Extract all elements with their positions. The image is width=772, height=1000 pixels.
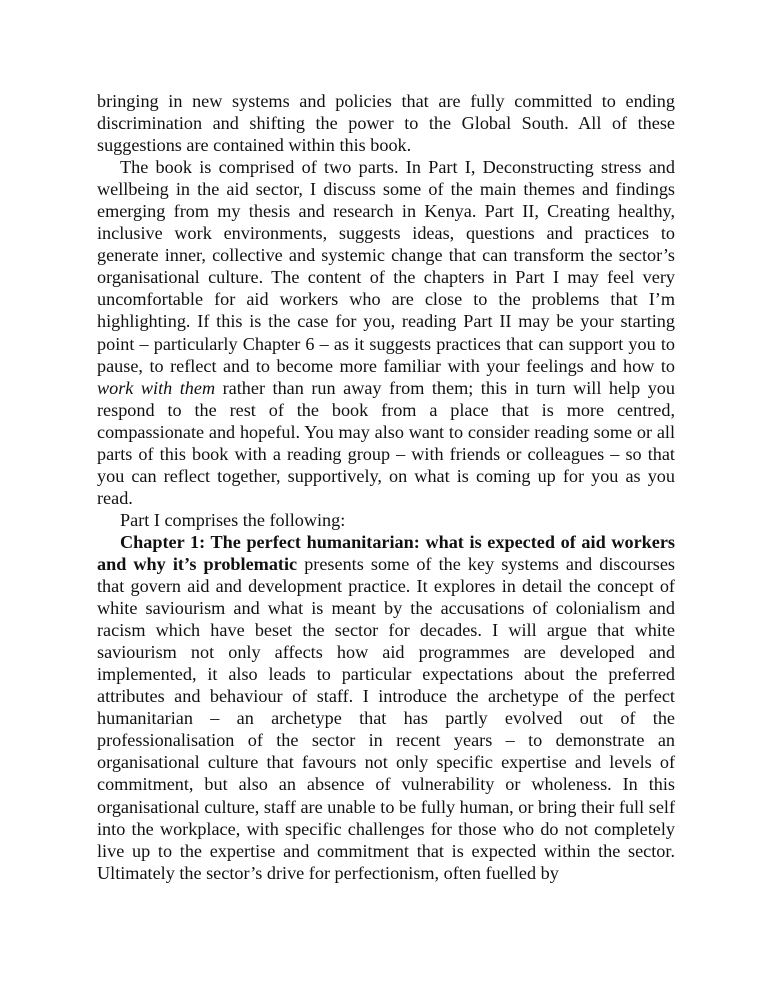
paragraph-part-one-intro	[97, 509, 675, 531]
paragraph-continuation	[97, 90, 675, 156]
paragraph-part-one-intro-text: Part I comprises the following:	[120, 509, 346, 530]
book-page-body	[97, 90, 675, 884]
paragraph-chapter-one	[97, 531, 675, 884]
emphasis-work-with-them: work with them	[97, 377, 216, 398]
paragraph-book-structure-text-end: rather than run away from them; this in turn will help you respond to the rest of the book from a place that is more centred, compassionate and hopeful. You may also want to consider reading some or all parts of this book with a reading group – with friends or colleagues – so that you can reflect together, supportively, on what is coming up for you as you read.	[97, 377, 675, 508]
paragraph-book-structure	[97, 156, 675, 509]
paragraph-book-structure-text-start: The book is comprised of two parts. In Part I, Deconstructing stress and wellbeing in the aid sector, I discuss some of the main themes and findings emerging from my thesis and research in Kenya. Part II, Creating healthy, inclusive work environments, suggests ideas, questions and practices to generate inner, collective and systemic change that can transform the sector’s organisational culture. The content of the chapters in Part I may feel very uncomfortable for aid workers who are close to the problems that I’m highlighting. If this is the case for you, reading Part II may be your starting point – particularly Chapter 6 – as it suggests practices that can support you to pause, to reflect and to become more familiar with your feelings and how to	[97, 157, 675, 376]
chapter-one-title: Chapter 1: The perfect humanitarian: what is expected of aid workers and why it’s problematic	[97, 531, 675, 574]
chapter-one-description: presents some of the key systems and discourses that govern aid and development practice. It explores in detail the concept of white saviourism and what is meant by the accusations of colonialism and racism which have beset the sector for decades. I will argue that white saviourism not only affects how aid programmes are developed and implemented, it also leads to particular expectations about the preferred attributes and behaviour of staff. I introduce the archetype of the perfect humanitarian – an archetype that has partly evolved out of the professionalisation of the sector in recent years – to demonstrate an organisational culture that favours not only specific expertise and levels of commitment, but also an absence of vulnerability or wholeness. In this organisational culture, staff are unable to be fully human, or bring their full self into the workplace, with specific challenges for those who do not completely live up to the expertise and commitment that is expected within the sector. Ultimately the sector’s drive for perfectionism, often fuelled by	[97, 553, 676, 883]
paragraph-continuation-text: bringing in new systems and policies that are fully committed to ending discrimination and shifting the power to the Global South. All of these suggestions are contained within this book.	[97, 91, 675, 156]
